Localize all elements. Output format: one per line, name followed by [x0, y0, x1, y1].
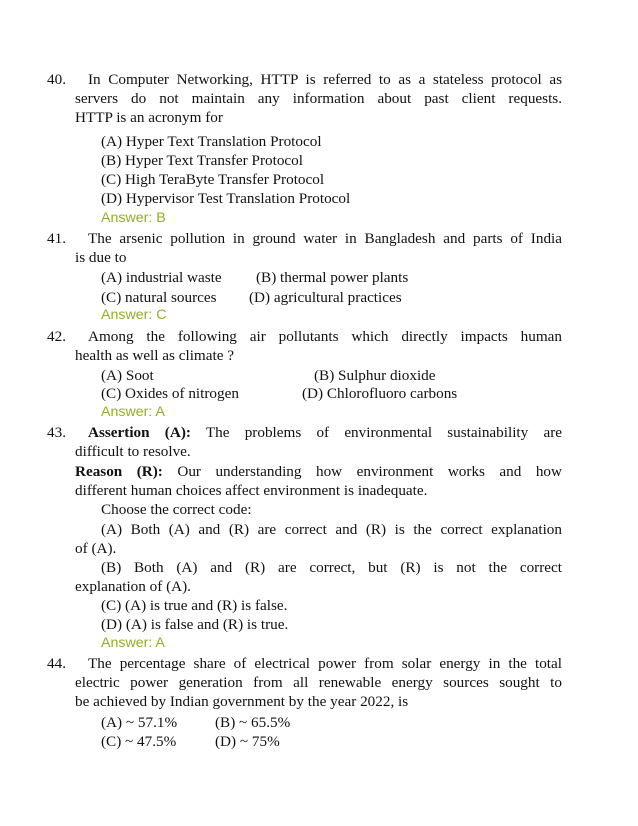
answer-label: Answer: C [101, 307, 167, 323]
answer-label: Answer: B [101, 210, 166, 226]
answer-label: Answer: A [101, 404, 165, 420]
question-text-line: In Computer Networking, HTTP is referred to as a stateless protocol as [88, 71, 562, 88]
question-text-line: HTTP is an acronym for [75, 109, 223, 126]
option-c: (C) ~ 47.5% [101, 733, 177, 750]
assertion-label: Assertion (A): [88, 424, 191, 441]
question-text-line: servers do not maintain any information about past client requests. [75, 90, 562, 107]
assertion-text-cont: difficult to resolve. [75, 443, 191, 460]
question-number: 44. [47, 655, 66, 672]
question-number: 42. [47, 328, 66, 345]
option-a: (A) ~ 57.1% [101, 714, 178, 731]
question-text-line: health as well as climate ? [75, 347, 234, 364]
question-text-line: is due to [75, 249, 127, 266]
option-b: (B) Both (A) and (R) are correct, but (R) is not the correct [101, 559, 562, 576]
option-c: (C) (A) is true and (R) is false. [101, 597, 288, 614]
option-c: (C) natural sources [101, 289, 217, 306]
option-b: (B) thermal power plants [256, 269, 409, 286]
option-c: (C) Oxides of nitrogen [101, 385, 239, 402]
option-d: (D) (A) is false and (R) is true. [101, 616, 289, 633]
reason-text-cont: different human choices affect environment is inadequate. [75, 482, 428, 499]
question-text-line: The arsenic pollution in ground water in Bangladesh and parts of India [88, 230, 562, 247]
option-b: (B) ~ 65.5% [215, 714, 291, 731]
option-b-cont: explanation of (A). [75, 578, 191, 595]
answer-label: Answer: A [101, 635, 165, 651]
question-text-line: electric power generation from all renewable energy sources sought to [75, 674, 562, 691]
assertion-line [88, 423, 562, 442]
instruction-text: Choose the correct code: [101, 501, 252, 518]
option-d: (D) agricultural practices [249, 289, 402, 306]
option-a: (A) Both (A) and (R) are correct and (R) is the correct explanation [101, 521, 562, 538]
question-number: 43. [47, 424, 66, 441]
question-number: 40. [47, 71, 66, 88]
option-c: (C) High TeraByte Transfer Protocol [101, 171, 325, 188]
assertion-text: The problems of environmental sustainability are [205, 424, 562, 441]
question-text-line: be achieved by Indian government by the year 2022, is [75, 693, 409, 710]
option-d: (D) ~ 75% [215, 733, 280, 750]
option-a-cont: of (A). [75, 540, 117, 557]
question-text-line: Among the following air pollutants which directly impacts human [88, 328, 562, 345]
reason-text: Our understanding how environment works and how [177, 463, 562, 480]
option-a: (A) industrial waste [101, 269, 222, 286]
option-b: (B) Sulphur dioxide [314, 367, 436, 384]
option-d: (D) Hypervisor Test Translation Protocol [101, 190, 351, 207]
option-d: (D) Chlorofluoro carbons [302, 385, 458, 402]
option-b: (B) Hyper Text Transfer Protocol [101, 152, 303, 169]
option-a: (A) Soot [101, 367, 154, 384]
question-text-line: The percentage share of electrical power from solar energy in the total [88, 655, 562, 672]
reason-label: Reason (R): [75, 463, 163, 480]
question-number: 41. [47, 230, 66, 247]
option-a: (A) Hyper Text Translation Protocol [101, 133, 322, 150]
reason-line [75, 462, 562, 481]
